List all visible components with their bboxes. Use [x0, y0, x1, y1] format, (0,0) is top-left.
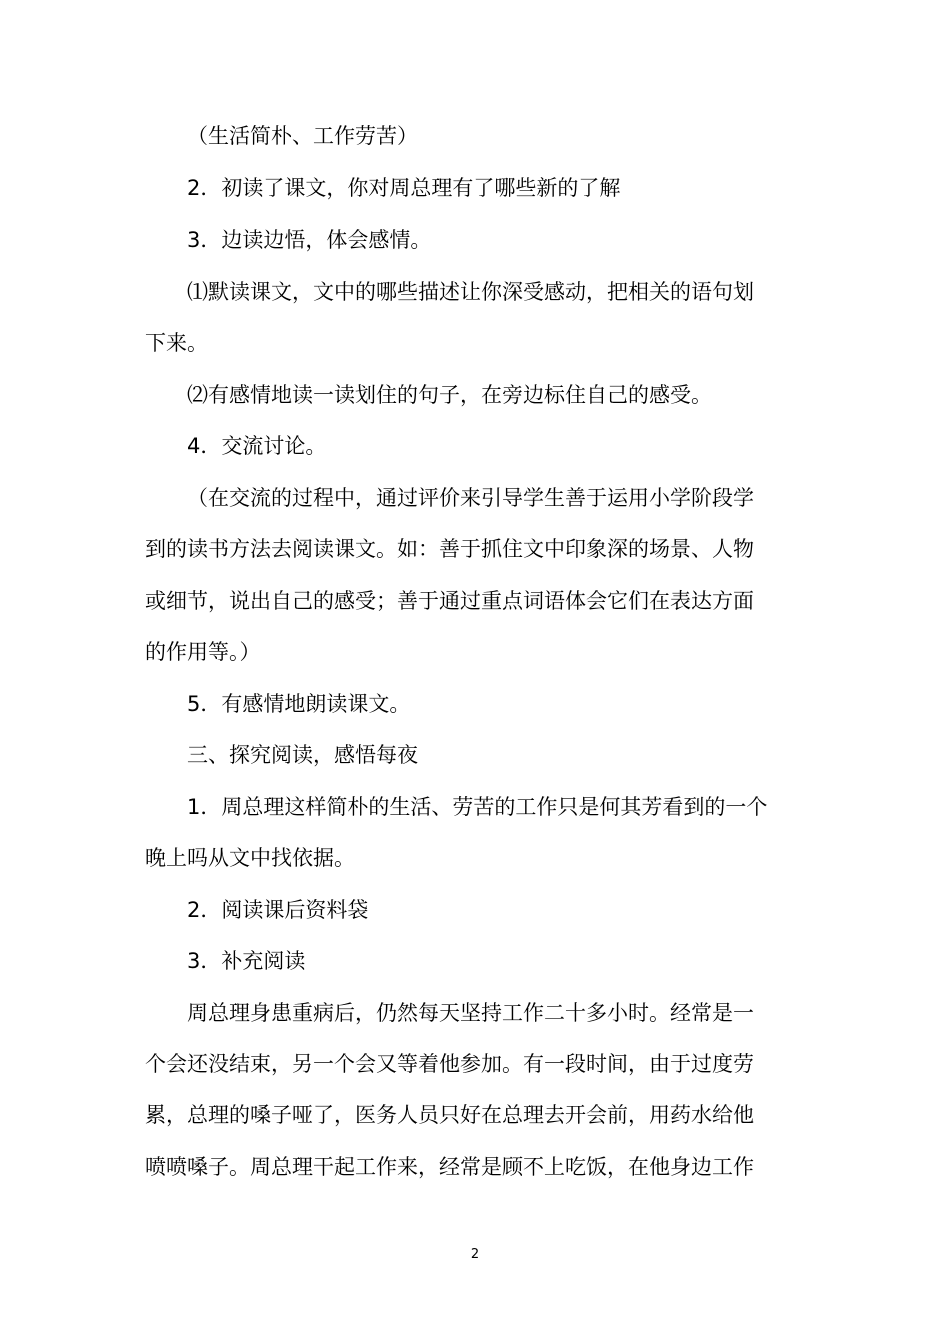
text-line-12: 5．有感情地朗读课文。	[187, 692, 411, 716]
text-line-10: 或细节，说出自己的感受；善于通过重点词语体会它们在表达方面	[145, 589, 754, 613]
text-line-7: 4．交流讨论。	[187, 434, 327, 458]
text-line-13: 三、探究阅读，感悟每夜	[187, 743, 418, 767]
text-line-1: （生活简朴、工作劳苦）	[187, 124, 418, 148]
text-line-6: ⑵有感情地读一读划住的句子，在旁边标住自己的感受。	[187, 383, 712, 407]
text-line-19: 个会还没结束，另一个会又等着他参加。有一段时间，由于过度劳	[145, 1052, 754, 1076]
page-number: 2	[470, 1247, 480, 1262]
text-line-14: 1．周总理这样简朴的生活、劳苦的工作只是何其芳看到的一个	[187, 795, 768, 819]
text-line-11: 的作用等。）	[145, 640, 261, 664]
text-line-3: 3．边读边悟，体会感情。	[187, 228, 432, 252]
text-line-2: 2．初读了课文，你对周总理有了哪些新的了解	[187, 176, 621, 200]
text-line-21: 喷喷嗓子。周总理干起工作来，经常是顾不上吃饭，在他身边工作	[145, 1155, 754, 1179]
text-line-4: ⑴默读课文，文中的哪些描述让你深受感动，把相关的语句划	[187, 280, 754, 304]
text-line-9: 到的读书方法去阅读课文。如：善于抓住文中印象深的场景、人物	[145, 537, 754, 561]
text-line-5: 下来。	[145, 331, 208, 355]
text-line-17: 3．补充阅读	[187, 949, 306, 973]
text-line-15: 晚上吗从文中找依据。	[145, 846, 355, 870]
text-line-20: 累，总理的嗓子哑了，医务人员只好在总理去开会前，用药水给他	[145, 1103, 754, 1127]
text-line-16: 2．阅读课后资料袋	[187, 898, 369, 922]
text-line-8: （在交流的过程中，通过评价来引导学生善于运用小学阶段学	[187, 486, 754, 510]
text-line-18: 周总理身患重病后，仍然每天坚持工作二十多小时。经常是一	[187, 1001, 754, 1025]
